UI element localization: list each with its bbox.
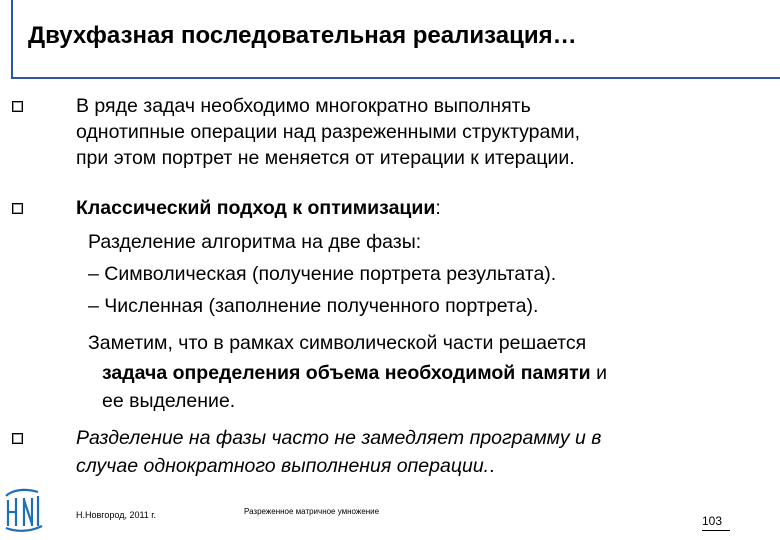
bullet-2-text [76, 196, 441, 221]
footer-topic: Разреженное матричное умножение [244, 507, 380, 516]
bullet-2-colon: : [435, 197, 441, 219]
sub-note-and: и [590, 362, 607, 384]
bullet-1-line-3: при этом портрет не меняется от итерации к итерации. [76, 147, 575, 169]
bullet-1-line-2: однотипные операции над разреженными структурами, [76, 121, 581, 143]
sub-note-bold: задача определения объема необходимой памяти [102, 362, 591, 384]
bullet-3-period: . [489, 455, 495, 477]
bullet-3-line-2-text: случае однократного выполнения операции. [76, 455, 490, 477]
bullet-square-icon [12, 433, 23, 444]
university-logo [2, 486, 44, 532]
sub-note-line-3: ее выделение. [102, 390, 236, 412]
bullet-3-line-2 [76, 454, 495, 479]
bullet-square-icon [12, 101, 23, 112]
title-frame-line [11, 0, 13, 78]
bullet-2-bold: Классический подход к оптимизации [76, 197, 436, 219]
bullet-square-icon [12, 203, 23, 214]
page-number-rule [702, 530, 730, 531]
page-number: 103 [702, 514, 723, 528]
bullet-3-line-1: Разделение на фазы часто не замедляет программу и в [76, 427, 602, 449]
bullet-1-line-1: В ряде задач необходимо многократно выполнять [76, 95, 531, 117]
sub-note-line-2 [102, 361, 607, 386]
footer-location-year: Н.Новгород, 2011 г. [76, 510, 156, 520]
slide-title: Двухфазная последовательная реализация… [28, 22, 577, 49]
sub-intro: Разделение алгоритма на две фазы: [88, 231, 422, 253]
title-underline [11, 77, 780, 79]
sub-note-line-1: Заметим, что в рамках символической части решается [88, 332, 587, 354]
sub-item-symbolic: – Символическая (получение портрета результата). [88, 263, 557, 285]
sub-item-numeric: – Численная (заполнение полученного портрета). [88, 295, 539, 317]
